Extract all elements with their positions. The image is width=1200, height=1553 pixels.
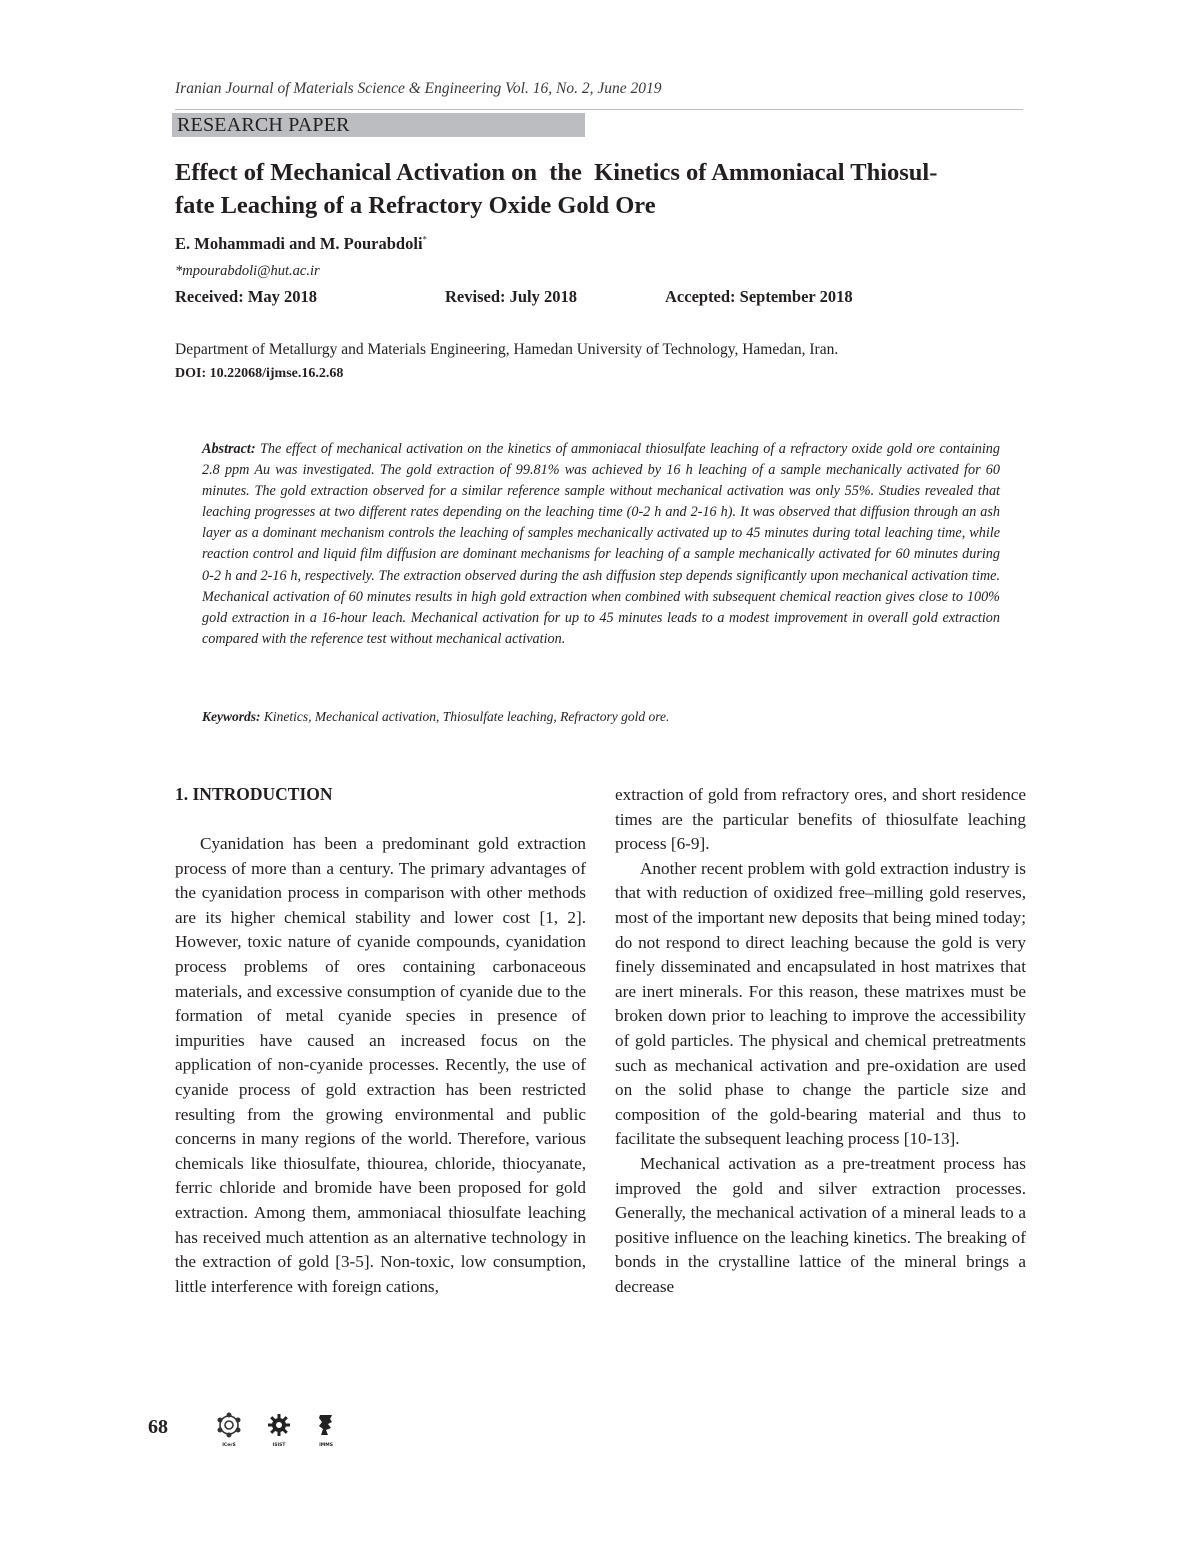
right-column [615, 783, 1026, 1299]
imms-logo-icon [316, 1412, 336, 1448]
author-list [175, 234, 427, 254]
imms-logo-caption: IMMS [319, 1443, 333, 1448]
keywords [202, 709, 1000, 725]
keywords-text: Kinetics, Mechanical activation, Thiosulfate leaching, Refractory gold ore. [263, 709, 670, 724]
abstract-label: Abstract: [202, 441, 256, 457]
corresponding-email: *mpourabdoli@hut.ac.ir [175, 263, 320, 279]
icers-logo-caption: ICerS [222, 1443, 236, 1448]
affiliation: Department of Metallurgy and Materials Engineering, Hamedan University of Technology, Hamedan, Iran. [175, 341, 839, 358]
title-line-2: fate Leaching of a Refractory Oxide Gold Ore [175, 192, 656, 219]
section-label: RESEARCH PAPER [177, 114, 350, 136]
title-line-1: Effect of Mechanical Activation on the Kinetics of Ammoniacal Thiosul- [175, 159, 938, 186]
article-title [175, 156, 1035, 222]
keywords-label: Keywords: [202, 709, 261, 724]
doi: DOI: 10.22068/ijmse.16.2.68 [175, 366, 344, 381]
gear-society-logo-caption: ISIST [272, 1443, 286, 1448]
revised-date: Revised: July 2018 [445, 287, 577, 306]
intro-paragraph-2: Another recent problem with gold extraction industry is that with reduction of oxidized free–milling gold reserves, most of the important new deposits that being mined today; do not respond to direct leaching because the gold is very finely disseminated and encapsulated in host matrixes that are inert minerals. For this reason, these matrixes must be broken down prior to leaching to improve the accessibility of gold particles. The physical and chemical pretreatments such as mechanical activation and pre-oxidation are used on the solid phase to change the particle size and composition of the gold-bearing material and thus to facilitate the subsequent leaching process [10-13]. [615, 858, 1026, 1149]
accepted-date: Accepted: September 2018 [665, 287, 853, 306]
intro-paragraph-3: Mechanical activation as a pre-treatment process has improved the gold and silver extraction processes. Generally, the mechanical activation of a mineral leads to a positive influence on the leaching kinetics. The breaking of bonds in the crystalline lattice of the mineral brings a decrease [615, 1153, 1026, 1296]
header-divider [175, 109, 1023, 110]
icers-logo-icon [215, 1412, 243, 1448]
gear-society-logo-icon [267, 1412, 291, 1448]
introduction-heading: 1. INTRODUCTION [175, 784, 333, 804]
journal-citation: Iranian Journal of Materials Science & Engineering Vol. 16, No. 2, June 2019 [175, 80, 662, 97]
authors-text: E. Mohammadi and M. Pourabdoli [175, 234, 423, 253]
left-column [175, 832, 586, 1299]
abstract [202, 439, 1000, 650]
page-number: 68 [148, 1416, 168, 1438]
corresponding-author-mark: * [422, 234, 428, 245]
intro-paragraph-1: Cyanidation has been a predominant gold extraction process of more than a century. The primary advantages of the cyanidation process in comparison with other methods are its higher chemical stability and lower cost [1, 2]. However, toxic nature of cyanide compounds, cyanidation process problems of ores containing carbonaceous materials, and excessive consumption of cyanide due to the formation of metal cyanide species in presence of impurities have caused an increased focus on the application of non-cyanide processes. Recently, the use of cyanide process of gold extraction has been restricted resulting from the growing environmental and public concerns in many regions of the world. Therefore, various chemicals like thiosulfate, thiourea, chloride, thiocyanate, ferric chloride and bromide have been proposed for gold extraction. Among them, ammoniacal thiosulfate leaching has received much attention as an alternative technology in the extraction of gold [3-5]. Non-toxic, low consumption, little interference with foreign cations, [175, 834, 586, 1296]
received-date: Received: May 2018 [175, 287, 318, 306]
intro-paragraph-continued: extraction of gold from refractory ores, and short residence times are the particular benefits of thiosulfate leaching process [6-9]. [615, 785, 1026, 854]
abstract-text: The effect of mechanical activation on the kinetics of ammoniacal thiosulfate leaching of a refractory oxide gold ore containing 2.8 ppm Au was investigated. The gold extraction of 99.81% was achieved by 16 h leaching of a sample mechanically activated for 60 minutes. The gold extraction observed for a similar reference sample without mechanical activation was only 55%. Studies revealed that leaching progresses at two different rates depending on the leaching time (0-2 h and 2-16 h). It was observed that diffusion through an ash layer as a dominant mechanism controls the leaching of samples mechanically activated up to 45 minutes during total leaching time, while reaction control and liquid film diffusion are dominant mechanisms for leaching of a sample mechanically activated for 60 minutes during 0-2 h and 2-16 h, respectively. The extraction observed during the ash diffusion step depends significantly upon mechanical activation time. Mechanical activation of 60 minutes results in high gold extraction when combined with subsequent chemical reaction gives close to 100% gold extraction in a 16-hour leach. Mechanical activation for up to 45 minutes leads to a modest improvement in overall gold extraction compared with the reference test without mechanical activation. [202, 441, 1000, 647]
